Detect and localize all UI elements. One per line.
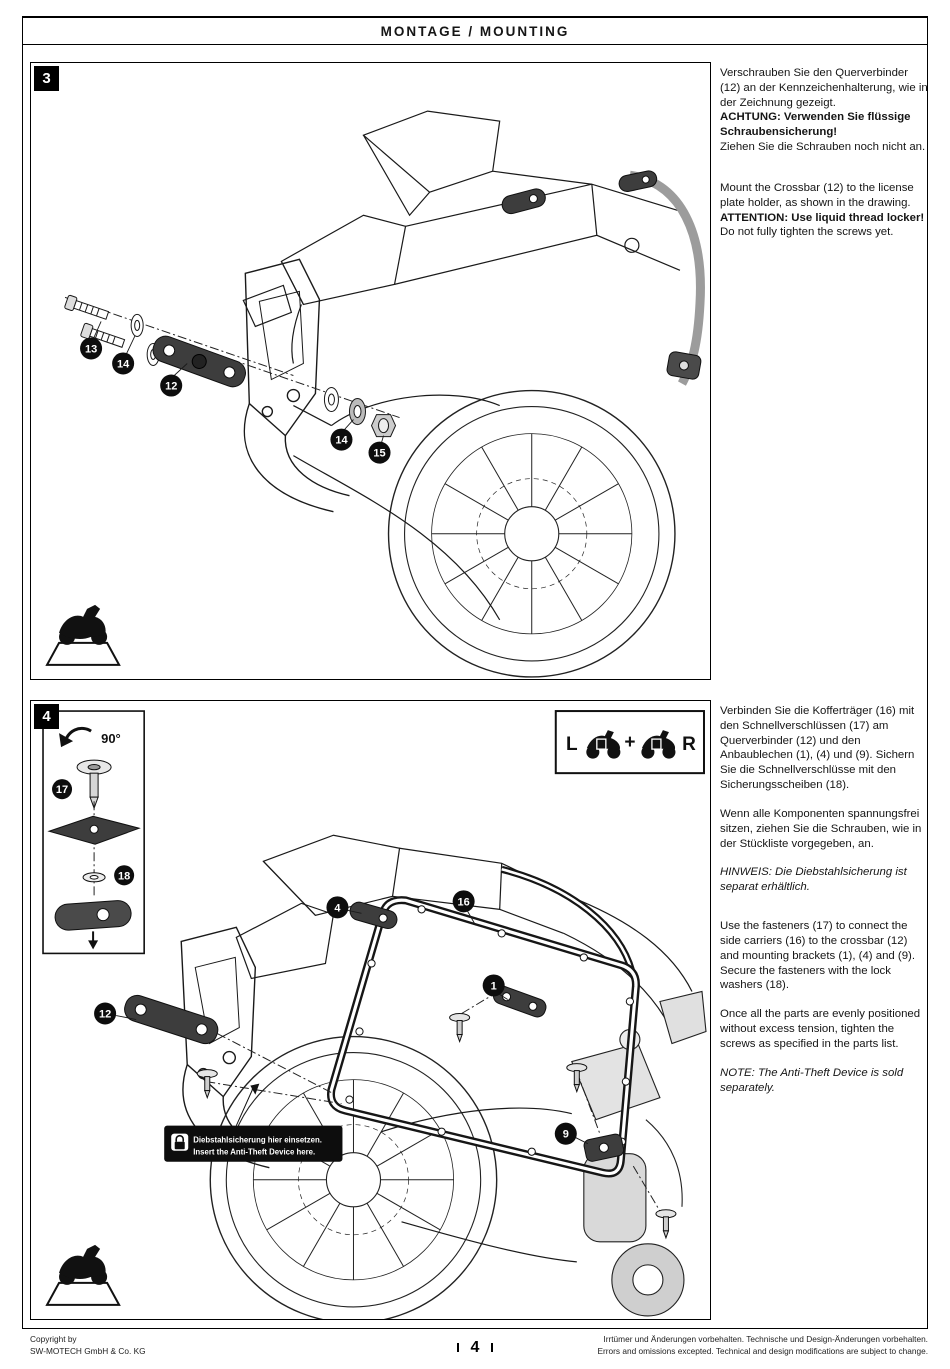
- anti-theft-label: [164, 1084, 342, 1162]
- step4-en-p1: Use the fasteners (17) to connect the side carriers (16) to the crossbar (12) and mounting brackets (1), (4) and (9). Secure the fasteners with the lock washers (18).: [720, 920, 915, 992]
- page-title: MONTAGE / MOUNTING: [380, 23, 570, 39]
- notice-de: Irrtümer und Änderungen vorbehalten. Technische und Design-Änderungen vorbehalten.: [603, 1334, 928, 1344]
- tail-bodywork-4: [236, 835, 692, 1021]
- svg-text:14: 14: [117, 358, 130, 371]
- step3-number-badge: 3: [34, 66, 59, 91]
- svg-text:15: 15: [373, 447, 386, 460]
- callout-bracket-4: [326, 896, 348, 918]
- callout-crossbar: [160, 375, 182, 397]
- tick-left: [457, 1343, 459, 1352]
- svg-text:17: 17: [55, 784, 69, 797]
- rear-wheel: [389, 391, 675, 677]
- step3-panel: [30, 62, 711, 680]
- callout-screw: [80, 337, 102, 359]
- label-plus: +: [624, 732, 636, 754]
- step4-de-p2: Wenn alle Komponenten spannungsfrei sitzen, ziehen Sie die Schrauben, wie in der Stückliste vorgegeben, an.: [720, 807, 922, 850]
- svg-text:12: 12: [98, 1008, 112, 1021]
- label-left: L: [565, 734, 578, 756]
- notice-en: Errors and omissions excepted. Technical and design modifications are subject to change.: [597, 1346, 928, 1357]
- svg-text:13: 13: [84, 343, 98, 356]
- step3-en-warning: ATTENTION: Use liquid thread locker!: [720, 211, 925, 224]
- step3-en-p1: Mount the Crossbar (12) to the license plate holder, as shown in the drawing.: [720, 181, 914, 209]
- legal-notice: [597, 1333, 928, 1357]
- step3-callouts: [80, 321, 390, 463]
- step3-de-p2: Ziehen Sie die Schrauben noch nicht an.: [720, 141, 926, 154]
- fastener-inset: [43, 711, 144, 953]
- callout-fastener: [52, 779, 72, 799]
- callout-bracket-9: [555, 1123, 577, 1145]
- step3-de-p1: Verschrauben Sie den Querverbinder (12) an der Kennzeichenhalterung, wie in der Zeichnung gezeigt.: [720, 67, 928, 109]
- crossbar-part-4: [121, 992, 220, 1046]
- svg-text:9: 9: [562, 1128, 569, 1141]
- step4-de-note: HINWEIS: Die Diebstahlsicherung ist separat erhältlich.: [720, 866, 907, 894]
- left-right-box: [556, 711, 704, 773]
- side-carrier-frame: [331, 900, 636, 1173]
- svg-text:12: 12: [165, 380, 178, 393]
- fastener-pin-icon: [656, 1210, 676, 1238]
- rear-wheel-4: [210, 1037, 496, 1319]
- step3-en-p2: Do not fully tighten the screws yet.: [720, 226, 894, 239]
- swingarm-4: [382, 1108, 577, 1262]
- fastener-pin-icon: [197, 1070, 217, 1098]
- step3-de-warning: ACHTUNG: Verwenden Sie flüssige Schraubensicherung!: [720, 111, 911, 139]
- svg-text:1: 1: [490, 980, 497, 993]
- fastener-pin-icon: [450, 1014, 470, 1042]
- callout-nut: [368, 442, 390, 464]
- carrier-upper-arm: [502, 869, 632, 971]
- step4-number-badge: 4: [34, 704, 59, 729]
- svg-text:4: 4: [334, 902, 341, 915]
- step4-de-p1: Verbinden Sie die Kofferträger (16) mit den Schnellverschlüssen (17) am Querverbinder (12) und den Anbaublechen (1), (4) und (9). Sichern Sie die Schnellverschlüsse mit den Sicherungsscheiben (18).: [720, 705, 915, 792]
- rotation-angle: 90°: [101, 731, 121, 747]
- tail-bodywork: [243, 111, 684, 363]
- rear-washers-nut: [324, 388, 395, 437]
- step3-text-de: [720, 66, 928, 155]
- screws-and-washers: [64, 295, 159, 366]
- motorcycle-stand-icon: [47, 605, 119, 665]
- step4-panel: [30, 700, 711, 1320]
- step3-drawing: [31, 63, 710, 679]
- step3-text-en: [720, 181, 928, 240]
- step4-drawing: [31, 701, 710, 1319]
- svg-text:18: 18: [118, 870, 131, 883]
- callout-bracket-1: [483, 974, 505, 996]
- callout-washer-rear: [330, 429, 352, 451]
- svg-text:Insert the Anti-Theft Device h: Insert the Anti-Theft Device here.: [193, 1147, 316, 1157]
- callout-washer-front: [112, 352, 134, 374]
- step4-text-de: [720, 704, 928, 895]
- callout-crossbar-4: [94, 1002, 116, 1024]
- page-number: 4: [470, 1339, 480, 1356]
- motorcycle-stand-icon: [47, 1245, 119, 1305]
- step4-en-note: NOTE: The Anti-Theft Device is sold separately.: [720, 1066, 904, 1094]
- svg-text:Diebstahlsicherung hier einset: Diebstahlsicherung hier einsetzen.: [193, 1135, 322, 1145]
- step4-en-p2: Once all the parts are evenly positioned without excess tension, tighten the screws as specified in the parts list.: [720, 1008, 921, 1050]
- label-right: R: [682, 734, 696, 756]
- callout-lock-washer: [114, 865, 134, 885]
- step3-instructions: [720, 66, 928, 266]
- step4-instructions: [720, 704, 928, 1119]
- copyright-line1: Copyright by: [30, 1334, 77, 1344]
- svg-text:14: 14: [335, 434, 348, 447]
- header: [23, 18, 927, 45]
- copyright-line2: SW-MOTECH GmbH & Co. KG: [30, 1346, 146, 1357]
- callout-side-carrier: [453, 890, 475, 912]
- step4-text-en: [720, 919, 928, 1095]
- swingarm: [293, 395, 499, 620]
- svg-text:16: 16: [457, 896, 470, 909]
- tick-right: [491, 1343, 493, 1352]
